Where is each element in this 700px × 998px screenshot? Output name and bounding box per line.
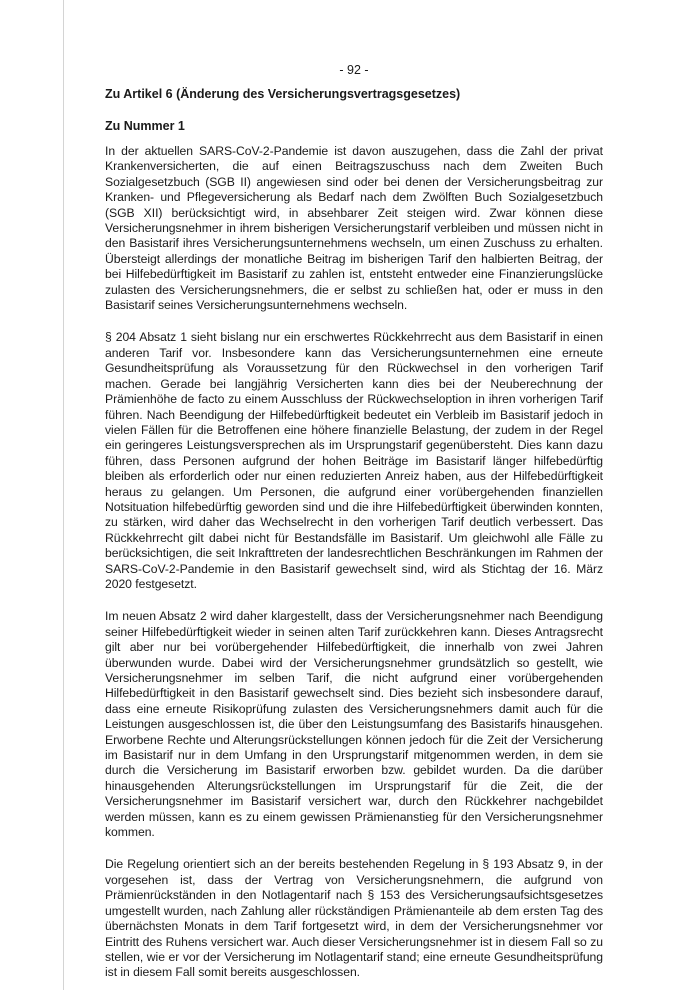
article-heading: Zu Artikel 6 (Änderung des Versicherungsvertragsgesetzes) (105, 87, 461, 101)
body-paragraph-3: Im neuen Absatz 2 wird daher klargestellt, dass der Versicherungsnehmer nach Beendigung seiner Hilfebedürftigkeit wieder in seinen alten Tarif zurückkehren kann. Dieses Antragsrecht gilt aber nur bei vorübergehender Hilfebedürftigkeit, die innerhalb von zwei Jahren überwunden wurde. Dabei wird der Versicherungsnehmer grundsätzlich so gestellt, wie Versicherungsnehmer im selben Tarif, die nicht aufgrund einer vorübergehenden Hilfebedürftigkeit in den Basistarif gewechselt sind. Dies bezieht sich insbesondere darauf, dass eine erneute Risikoprüfung zulasten des Versicherungsnehmers damit auch für die Leistungen ausgeschlossen ist, die über den Leistungsumfang des Basistarifs hinausgehen. Erworbene Rechte und Alterungsrückstellungen können jedoch für die Zeit der Versicherung im Basistarif nur in dem Umfang in den Ursprungstarif mitgenommen werden, in dem sie durch die Versicherung im Basistarif erworben bzw. gebildet wurden. Da die darüber hinausgehenden Alterungsrückstellungen im Ursprungstarif für die Zeit, die der Versicherungsnehmer im Basistarif versichert war, durch den Rückkehrer nachgebildet werden müssen, kann es zu einem gewissen Prämienanstieg für den Versicherungsnehmer kommen. (105, 609, 603, 840)
body-paragraph-2: § 204 Absatz 1 sieht bislang nur ein erschwertes Rückkehrrecht aus dem Basistarif in einen anderen Tarif vor. Insbesondere kann das Versicherungsunternehmen eine erneute Gesundheitsprüfung als Voraussetzung für den Rückwechsel in den vorherigen Tarif machen. Gerade bei langjährig Versicherten kann dies bei der Neuberechnung der Prämienhöhe de facto zu einem Ausschluss der Rückwechseloption in ihren vorherigen Tarif führen. Nach Beendigung der Hilfebedürftigkeit bedeutet ein Verbleib im Basistarif jedoch in vielen Fällen für die Betroffenen eine höhere finanzielle Belastung, der zudem in der Regel ein geringeres Leistungsversprechen als im Ursprungstarif gegenübersteht. Dies kann dazu führen, dass Personen aufgrund der hohen Beiträge im Basistarif länger hilfebedürftig bleiben als erforderlich oder nur einen reduzierten Anreiz haben, aus der Hilfebedürftigkeit heraus zu gelangen. Um Personen, die aufgrund einer vorübergehenden finanziellen Notsituation hilfebedürftig geworden sind und die ihre Hilfebedürftigkeit überwinden konnten, zu stärken, wird daher das Wechselrecht in den vorherigen Tarif deutlich verbessert. Das Rückkehrrecht gilt dabei nicht für Bestandsfälle im Basistarif. Um gleichwohl alle Fälle zu berücksichtigen, die seit Inkrafttreten der landesrechtlichen Beschränkungen im Rahmen der SARS-CoV-2-Pandemie in den Basistarif gewechselt sind, wird als Stichtag der 16. März 2020 festgesetzt. (105, 330, 603, 591)
document-page (105, 62, 603, 998)
page-number: - 92 - (339, 63, 369, 77)
body-paragraph-1: In der aktuellen SARS-CoV-2-Pandemie ist davon auszugehen, dass die Zahl der privat Krankenversicherten, die auf einen Beitragszuschuss nach dem Zweiten Buch Sozialgesetzbuch (SGB II) angewiesen sind oder bei denen der Versicherungsbeitrag zur Kranken- und Pflegeversicherung als Bedarf nach dem Zwölften Buch Sozialgesetzbuch (SGB XII) berücksichtigt wird, in absehbarer Zeit steigen wird. Zwar können diese Versicherungsnehmer in ihrem bisherigen Versicherungstarif verbleiben und müssen nicht in den Basistarif ihres Versicherungsunternehmens wechseln, um einen Zuschuss zu erhalten. Übersteigt allerdings der monatliche Beitrag im bisherigen Tarif den halbierten Beitrag, der bei Hilfebedürftigkeit im Basistarif zu zahlen ist, entsteht entweder eine Finanzierungslücke zulasten des Versicherungsnehmers, die er selbst zu schließen hat, oder er muss in den Basistarif seines Versicherungsunternehmens wechseln. (105, 144, 603, 313)
scan-edge-line (63, 0, 64, 990)
section-heading: Zu Nummer 1 (105, 119, 185, 133)
body-paragraph-4: Die Regelung orientiert sich an der bereits bestehenden Regelung in § 193 Absatz 9, in der vorgesehen ist, dass der Vertrag von Versicherungsnehmern, die aufgrund von Prämienrückständen in den Notlagentarif nach § 153 des Versicherungsaufsichtsgesetzes umgestellt wurden, nach Zahlung aller rückständigen Prämienanteile ab dem ersten Tag des übernächsten Monats in dem Tarif fortgesetzt wird, in dem der Versicherungsnehmer vor Eintritt des Ruhens versichert war. Auch dieser Versicherungsnehmer ist in diesem Fall so zu stellen, wie er vor der Versicherung im Notlagentarif stand; eine erneute Gesundheitsprüfung ist in diesem Fall somit bereits ausgeschlossen. (105, 857, 603, 980)
